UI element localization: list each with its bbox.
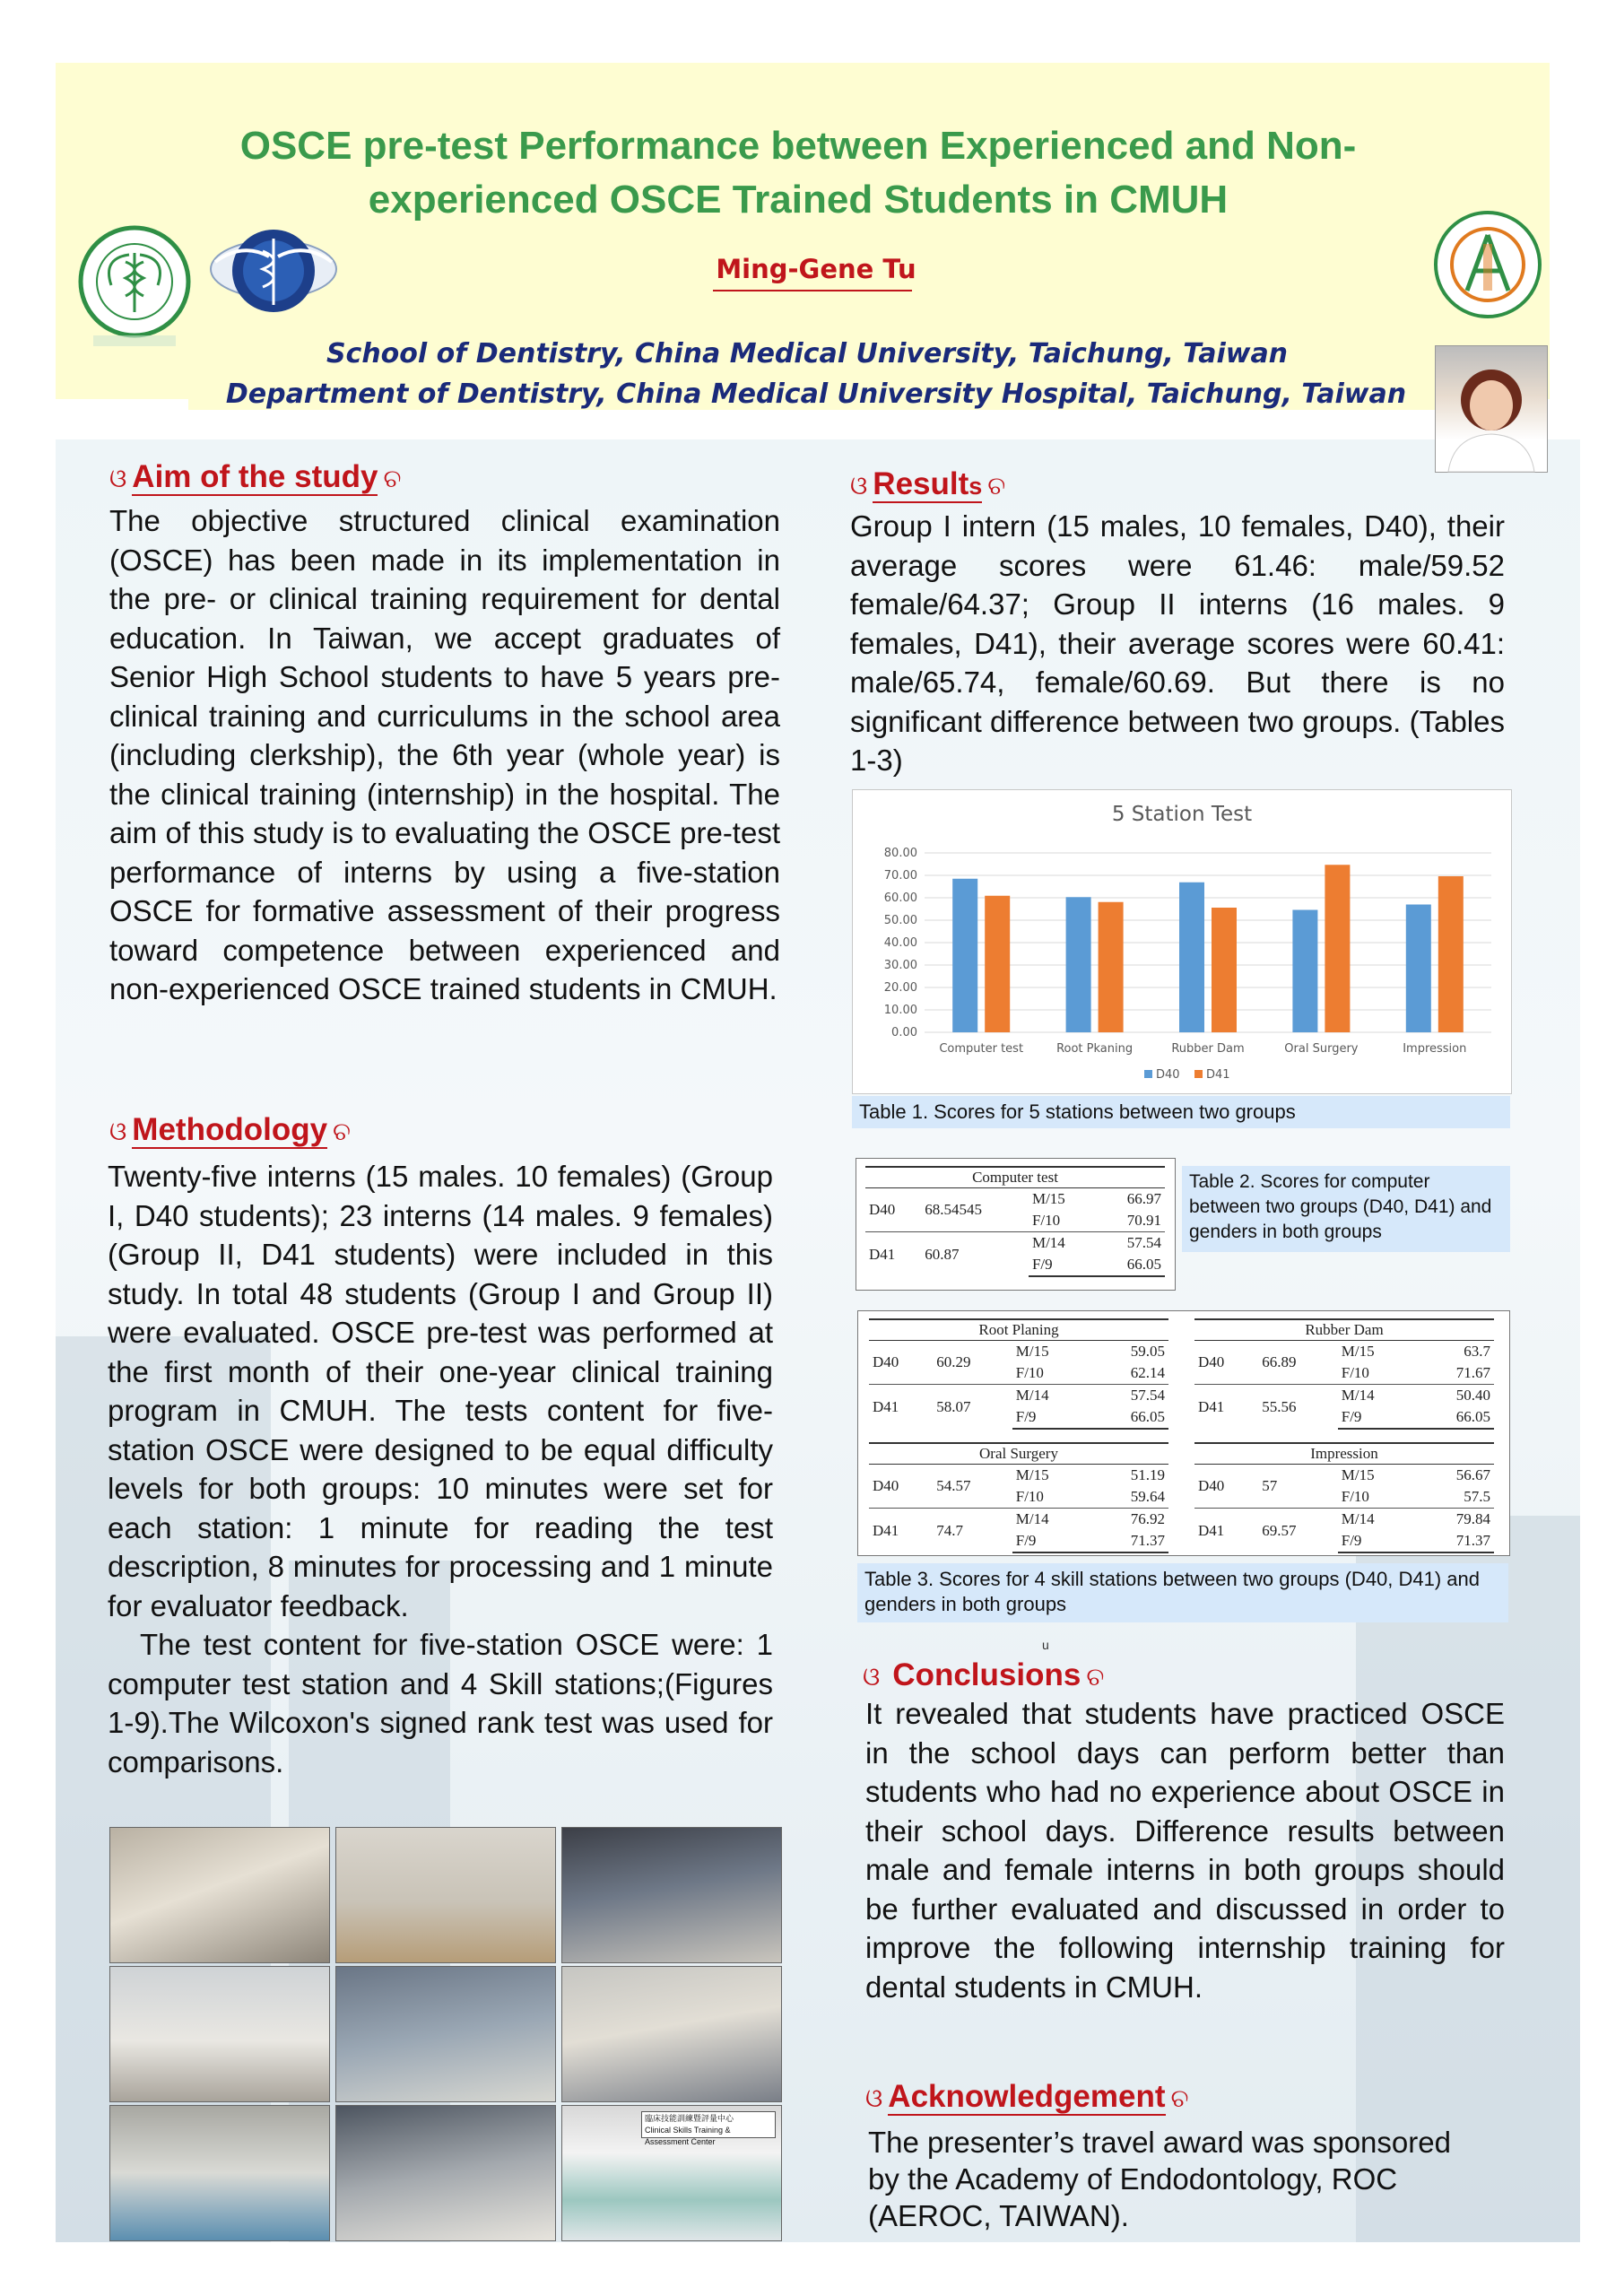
y-tick-label: 10.00 bbox=[883, 1004, 917, 1017]
bar-d41 bbox=[1325, 865, 1350, 1032]
table-cell: 54.57 bbox=[936, 1477, 971, 1494]
acknowledgement-heading bbox=[865, 2079, 1188, 2115]
chart-svg bbox=[853, 790, 1511, 1093]
table-cell: 57 bbox=[1262, 1477, 1278, 1494]
legend-swatch bbox=[1144, 1070, 1152, 1078]
x-tick-label: Computer test bbox=[939, 1042, 1024, 1056]
table3-subtable-title: Oral Surgery bbox=[869, 1443, 1168, 1465]
table-cell: 59.64 bbox=[1130, 1488, 1165, 1505]
ornament-right-icon: ଚ bbox=[333, 1118, 351, 1145]
table-cell: 59.05 bbox=[1130, 1343, 1165, 1360]
table-cell: 63.7 bbox=[1464, 1343, 1490, 1360]
table-cell: 55.56 bbox=[1258, 1385, 1337, 1430]
aim-heading-label: Aim of the study bbox=[132, 459, 378, 494]
y-tick-label: 80.00 bbox=[883, 847, 917, 860]
affiliation-school: School of Dentistry, China Medical University, Taichung, Taiwan bbox=[326, 338, 1289, 370]
ornament-left-icon: ଓ bbox=[109, 465, 127, 492]
table3-subtable bbox=[1194, 1318, 1494, 1430]
x-tick-label: Impression bbox=[1403, 1042, 1467, 1056]
x-tick-label: Root Pkaning bbox=[1056, 1042, 1134, 1056]
table-cell: F/9 bbox=[1012, 1530, 1090, 1552]
results-heading-main: Result bbox=[873, 466, 969, 501]
bar-d40 bbox=[1066, 897, 1091, 1032]
y-tick-label: 70.00 bbox=[883, 869, 917, 883]
y-tick-label: 20.00 bbox=[883, 981, 917, 995]
table-cell: D40 bbox=[869, 1201, 896, 1218]
table-cell: M/14 bbox=[1012, 1385, 1090, 1407]
table-cell: 57.5 bbox=[1464, 1488, 1490, 1505]
table-row bbox=[869, 1509, 1168, 1531]
table-cell: 60.29 bbox=[936, 1353, 971, 1370]
bar-d40 bbox=[952, 879, 977, 1032]
table-cell: M/14 bbox=[1029, 1232, 1096, 1255]
table-cell: F/10 bbox=[1341, 1488, 1369, 1505]
photo-station-table bbox=[109, 2105, 330, 2241]
ornament-left-icon: ଓ bbox=[850, 472, 868, 500]
chart-title: 5 Station Test bbox=[1111, 803, 1253, 826]
x-tick-label: Oral Surgery bbox=[1284, 1042, 1359, 1056]
table-cell: 66.97 bbox=[1126, 1190, 1161, 1207]
methodology-heading-label: Methodology bbox=[132, 1112, 328, 1147]
y-tick-label: 40.00 bbox=[883, 936, 917, 950]
methodology-paragraph: Twenty-five interns (15 males. 10 females) (Group I, D40 students); 23 interns (14 males. 9 females) (Group II, D41 students) were included in this study. In total 48 students (Group I and Group II) were evaluated. OSCE pre-test was performed at the first month of their one-year clinical training program in CMUH. The tests content for five-station OSCE were designed to be equal difficulty levels for both groups: 10 minutes were set for each station: 1 minute for reading the test description, 8 minutes for processing and 1 minute for evaluator feedback. bbox=[108, 1160, 773, 1622]
conclusions-heading-label: Conclusions bbox=[892, 1657, 1081, 1692]
table-row bbox=[869, 1341, 1168, 1363]
table-cell: 50.40 bbox=[1415, 1385, 1494, 1407]
table-cell: F/10 bbox=[1031, 1212, 1061, 1229]
table-cell: 71.37 bbox=[1090, 1530, 1168, 1552]
table2-box bbox=[856, 1158, 1176, 1291]
results-heading-label bbox=[873, 466, 982, 503]
photo-group-clinical-center bbox=[561, 2105, 782, 2241]
table-row bbox=[869, 1385, 1168, 1407]
legend-label: D40 bbox=[1156, 1068, 1180, 1082]
aim-heading bbox=[109, 459, 401, 495]
table-cell: 74.7 bbox=[933, 1509, 1012, 1553]
table-row bbox=[1194, 1341, 1494, 1363]
bar-d41 bbox=[985, 896, 1010, 1032]
bar-d40 bbox=[1292, 910, 1317, 1033]
x-tick-label: Rubber Dam bbox=[1171, 1042, 1245, 1056]
legend-swatch bbox=[1194, 1070, 1203, 1078]
table3-subtable-title: Impression bbox=[1194, 1443, 1494, 1465]
table-cell: 66.05 bbox=[1415, 1406, 1494, 1429]
table-cell: F/9 bbox=[1338, 1406, 1415, 1429]
table-cell: 62.14 bbox=[1130, 1364, 1165, 1381]
table-cell: 79.84 bbox=[1415, 1509, 1494, 1531]
acknowledgement-text: The presenter’s travel award was sponsored by the Academy of Endodontology, ROC (AEROC, TAIWAN). bbox=[868, 2126, 1451, 2232]
table2-caption: Table 2. Scores for computer between two groups (D40, D41) and genders in both groups bbox=[1182, 1166, 1510, 1252]
methodology-heading bbox=[109, 1112, 351, 1148]
table-cell: 71.37 bbox=[1415, 1530, 1494, 1552]
photo-monitoring-room bbox=[561, 1827, 782, 1963]
cmuh-logo-icon bbox=[206, 215, 341, 325]
y-tick-label: 50.00 bbox=[883, 914, 917, 927]
station-photo-collage bbox=[109, 1827, 780, 2239]
ornament-left-icon: ଓ bbox=[109, 1118, 127, 1145]
table-cell: 66.05 bbox=[1090, 1406, 1168, 1429]
table-cell: 60.87 bbox=[921, 1232, 1029, 1277]
conclusions-text: It revealed that students have practiced OSCE in the school days can perform better than students who had no experience about OSCE in their school days. Difference results between male and female interns in both groups should be further evaluated and discussed in order to improve the following internship training for dental students in CMUH. bbox=[865, 1697, 1505, 2004]
y-tick-label: 60.00 bbox=[883, 891, 917, 905]
table-cell: 51.19 bbox=[1130, 1466, 1165, 1483]
table-cell: 66.05 bbox=[1096, 1254, 1165, 1276]
table-cell: 57.54 bbox=[1090, 1385, 1168, 1407]
table-cell: D41 bbox=[1194, 1509, 1258, 1553]
table-cell: 71.67 bbox=[1455, 1364, 1490, 1381]
academy-endodontology-logo-icon bbox=[1431, 208, 1544, 321]
table-row bbox=[865, 1232, 1165, 1255]
ornament-left-icon: ଓ bbox=[863, 1663, 881, 1691]
table-cell: D41 bbox=[869, 1509, 933, 1553]
table-cell: D40 bbox=[873, 1353, 899, 1370]
photo-evaluator-feedback bbox=[335, 2105, 556, 2241]
table2 bbox=[865, 1166, 1165, 1277]
table3-subtable bbox=[869, 1442, 1168, 1553]
aim-text: The objective structured clinical examination (OSCE) has been made in its implementation in the pre- or clinical training requirement for dental education. In Taiwan, we accept graduates of Senior High School students to have 5 years pre-clinical training and curriculums in the school area (including clerkship), the 6th year (whole year) is the clinical training (internship) in the hospital. The aim of this study is to evaluating the OSCE pre-test performance of interns by using a five-station OSCE for formative assessment of their progress toward competence between experienced and non-experienced OSCE trained students in CMUH. bbox=[109, 504, 780, 1005]
table-cell: 68.54545 bbox=[925, 1201, 982, 1218]
stray-mark: u bbox=[1042, 1638, 1049, 1652]
bar-d41 bbox=[1212, 908, 1237, 1032]
bar-d40 bbox=[1179, 883, 1204, 1032]
table-cell: D41 bbox=[865, 1232, 921, 1277]
table-cell: 58.07 bbox=[933, 1385, 1012, 1430]
author-portrait-icon bbox=[1436, 346, 1547, 472]
methodology-text bbox=[108, 1157, 773, 1781]
results-text: Group I intern (15 males, 10 females, D40), their average scores were 61.46: male/59.52 female/64.37; Group II interns (16 males. 9 females, D41), their average scores were 60.41: male/65.74, female/60.69. But there is no significant difference between two groups. (Tables 1-3) bbox=[850, 509, 1505, 777]
photo-exam-room bbox=[335, 1827, 556, 1963]
photo-students-hallway bbox=[109, 1827, 330, 1963]
results-heading-suffix: s bbox=[969, 473, 983, 500]
table-cell: F/10 bbox=[1341, 1364, 1369, 1381]
table-cell: 70.91 bbox=[1126, 1212, 1161, 1229]
y-tick-label: 0.00 bbox=[891, 1026, 917, 1039]
table3-subtable-title: Rubber Dam bbox=[1194, 1319, 1494, 1341]
table3-subtable bbox=[1194, 1442, 1494, 1553]
ornament-left-icon: ଓ bbox=[865, 2084, 883, 2112]
table-cell: 76.92 bbox=[1090, 1509, 1168, 1531]
bar-d41 bbox=[1099, 902, 1124, 1032]
table3-box bbox=[857, 1310, 1510, 1556]
table3-subtable-title: Root Planing bbox=[869, 1319, 1168, 1341]
ornament-right-icon: ଚ bbox=[987, 472, 1006, 500]
table-cell: M/14 bbox=[1338, 1509, 1415, 1531]
photo-manikin-practice bbox=[561, 1966, 782, 2102]
legend-label: D41 bbox=[1206, 1068, 1230, 1082]
table-row bbox=[1194, 1509, 1494, 1531]
table-row bbox=[1194, 1465, 1494, 1487]
table-row bbox=[865, 1188, 1165, 1211]
table-cell: F/10 bbox=[1015, 1488, 1044, 1505]
table-cell: 56.67 bbox=[1455, 1466, 1490, 1483]
table-cell: D41 bbox=[869, 1385, 933, 1430]
table-cell: M/15 bbox=[1015, 1466, 1049, 1483]
poster-title bbox=[117, 119, 1480, 227]
table-cell: M/15 bbox=[1341, 1466, 1375, 1483]
table-cell: D41 bbox=[1194, 1385, 1258, 1430]
table-cell: 66.89 bbox=[1262, 1353, 1297, 1370]
conclusions-heading bbox=[863, 1657, 1104, 1693]
table2-title: Computer test bbox=[865, 1167, 1165, 1188]
table-cell: M/14 bbox=[1012, 1509, 1090, 1531]
table3-subtable bbox=[869, 1318, 1168, 1430]
table-row bbox=[1194, 1385, 1494, 1407]
author-photo bbox=[1435, 345, 1548, 473]
table-row bbox=[869, 1465, 1168, 1487]
results-heading bbox=[850, 466, 1005, 502]
table1-caption: Table 1. Scores for 5 stations between two groups bbox=[852, 1096, 1510, 1128]
table-cell: F/9 bbox=[1029, 1254, 1096, 1276]
title-line: experienced OSCE Trained Students in CMUH bbox=[368, 178, 1229, 222]
affiliation-hospital: Department of Dentistry, China Medical University Hospital, Taichung, Taiwan bbox=[188, 378, 1444, 410]
ornament-right-icon: ଚ bbox=[1170, 2084, 1189, 2112]
clinical-center-sign bbox=[641, 2111, 776, 2146]
clinical-center-sign-cn: 臨床技能訓練暨評量中心 bbox=[645, 2114, 734, 2123]
photo-computer-station bbox=[109, 1966, 330, 2102]
author-name: Ming-Gene Tu bbox=[716, 254, 916, 284]
table-cell: M/15 bbox=[1341, 1343, 1375, 1360]
table-cell: D40 bbox=[1198, 1353, 1225, 1370]
ornament-right-icon: ଚ bbox=[383, 465, 402, 492]
table-cell: D40 bbox=[1198, 1477, 1225, 1494]
five-station-chart bbox=[852, 789, 1512, 1094]
photo-dental-chair bbox=[335, 1966, 556, 2102]
table-cell: M/14 bbox=[1338, 1385, 1415, 1407]
table-cell: M/15 bbox=[1031, 1190, 1065, 1207]
methodology-paragraph: The test content for five-station OSCE were: 1 computer test station and 4 Skill stations;(Figures 1-9).The Wilcoxon's signed rank test was used for comparisons. bbox=[108, 1628, 773, 1779]
table-cell: D40 bbox=[873, 1477, 899, 1494]
table-cell: 57.54 bbox=[1096, 1232, 1165, 1255]
table-cell: F/9 bbox=[1338, 1530, 1415, 1552]
table-cell: M/15 bbox=[1015, 1343, 1049, 1360]
table-cell: 69.57 bbox=[1258, 1509, 1337, 1553]
author-underline bbox=[713, 290, 912, 291]
table-cell: F/9 bbox=[1012, 1406, 1090, 1429]
ornament-right-icon: ଚ bbox=[1086, 1663, 1105, 1691]
acknowledgement-heading-label: Acknowledgement bbox=[888, 2079, 1166, 2114]
title-line: OSCE pre-test Performance between Experienced and Non- bbox=[239, 124, 1357, 168]
table3-caption: Table 3. Scores for 4 skill stations between two groups (D40, D41) and genders in both groups bbox=[857, 1563, 1508, 1622]
y-tick-label: 30.00 bbox=[883, 959, 917, 972]
table-cell: F/10 bbox=[1015, 1364, 1044, 1381]
bar-d41 bbox=[1438, 876, 1464, 1032]
cmu-logo-icon bbox=[75, 222, 194, 348]
bar-d40 bbox=[1406, 905, 1431, 1033]
clinical-center-sign-en: Clinical Skills Training & Assessment Center bbox=[645, 2126, 731, 2146]
